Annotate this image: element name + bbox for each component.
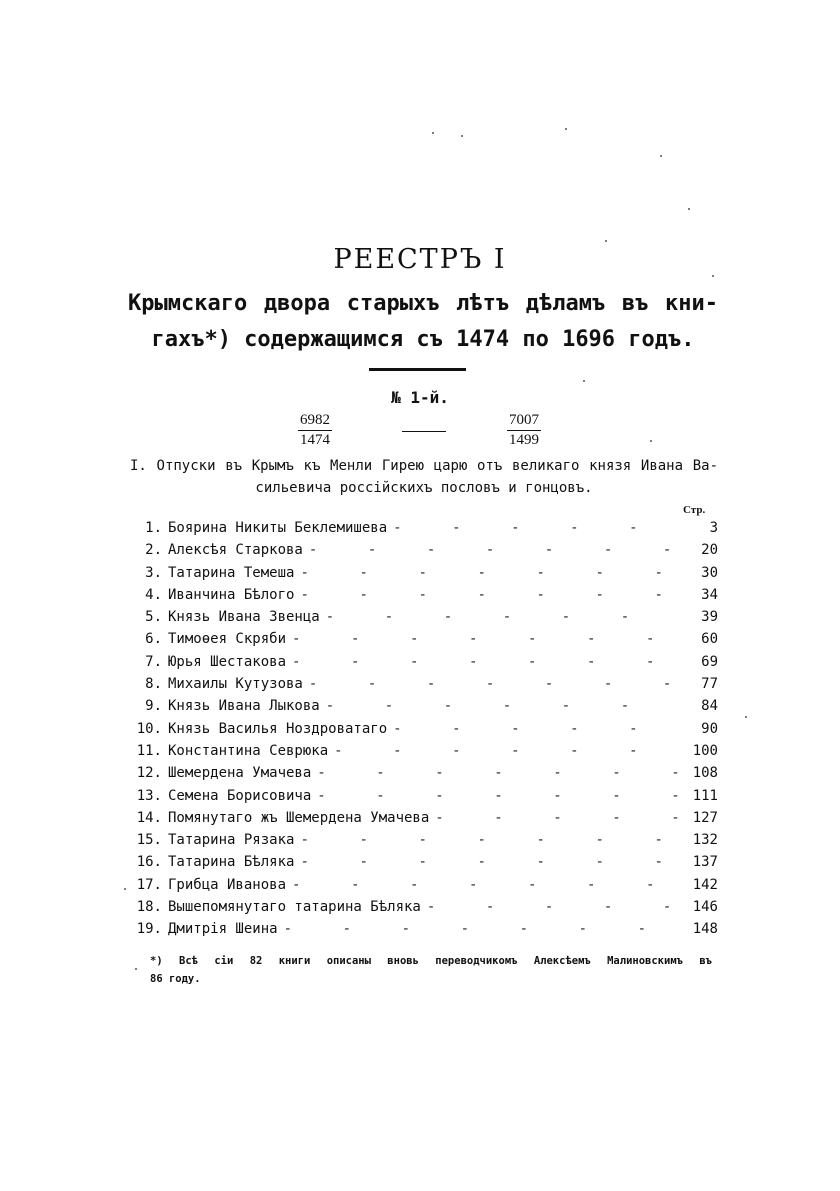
date-fraction-right xyxy=(507,412,541,449)
book-number-heading: № 1-й. xyxy=(391,388,449,407)
section-line-1: I. Отпуски въ Крымъ къ Менли Гирею царю отъ великаго князя Ивана Ва- xyxy=(130,458,718,474)
list-item xyxy=(128,765,718,787)
date-fraction-left xyxy=(298,412,332,449)
section-line-2: сильевича россійскихъ пословъ и гонцовъ. xyxy=(255,480,593,496)
register-subtitle xyxy=(128,286,718,358)
dot-leader xyxy=(326,609,678,625)
scan-speck xyxy=(650,440,652,442)
entry-page: 132 xyxy=(692,832,718,849)
scan-speck xyxy=(583,380,585,382)
dot-leader xyxy=(300,854,678,870)
dot-leader xyxy=(326,698,678,714)
entry-page: 148 xyxy=(692,921,718,938)
entry-page: 111 xyxy=(692,787,718,804)
entry-name: Татарина Бѣляка xyxy=(168,854,295,871)
entry-name: Татарина Рязака xyxy=(168,832,295,849)
date-range-dash xyxy=(402,431,446,432)
entry-number: 19. xyxy=(136,921,162,938)
entry-number: 14. xyxy=(136,809,162,826)
dot-leader xyxy=(317,765,678,781)
entry-page: 39 xyxy=(701,609,718,626)
entry-number: 18. xyxy=(136,899,162,916)
list-item xyxy=(128,832,718,854)
entry-page: 3 xyxy=(709,520,718,536)
entry-name: Алексѣя Старкова xyxy=(168,542,303,559)
dot-leader xyxy=(309,676,678,692)
entry-name: Князь Ивана Звенца xyxy=(168,609,320,626)
date-right-top: 7007 xyxy=(507,412,541,431)
list-item xyxy=(128,788,718,810)
dot-leader xyxy=(292,654,678,670)
dot-leader xyxy=(292,631,678,647)
entry-number: 10. xyxy=(136,720,162,737)
scan-speck xyxy=(688,208,690,210)
dot-leader xyxy=(393,721,678,737)
entry-page: 60 xyxy=(701,631,718,648)
list-item xyxy=(128,565,718,587)
scan-speck xyxy=(745,716,747,718)
register-title: РЕЕСТРЪ I xyxy=(333,244,507,275)
list-item xyxy=(128,520,718,542)
dot-leader xyxy=(300,587,678,603)
entry-page: 77 xyxy=(701,676,718,693)
subtitle-line-2: гахъ*) содержащимся съ 1474 по 1696 годъ. xyxy=(151,327,695,352)
entry-name: Семена Борисовича xyxy=(168,787,312,804)
dot-leader xyxy=(427,899,678,915)
page-column-header: Стр. xyxy=(683,504,706,516)
entry-number: 15. xyxy=(136,832,162,849)
scan-speck xyxy=(461,135,463,137)
dot-leader xyxy=(317,788,678,804)
entry-page: 142 xyxy=(692,876,718,893)
list-item xyxy=(128,877,718,899)
entry-page: 34 xyxy=(701,586,718,603)
list-item xyxy=(128,587,718,609)
entry-list xyxy=(128,520,718,944)
list-item xyxy=(128,921,718,943)
entry-name: Татарина Темеша xyxy=(168,564,295,581)
footnote xyxy=(150,952,712,988)
entry-number: 9. xyxy=(145,698,162,715)
entry-number: 16. xyxy=(136,854,162,871)
scan-speck xyxy=(660,155,662,157)
list-item xyxy=(128,609,718,631)
list-item xyxy=(128,810,718,832)
subtitle-line-1: Крымскаго двора старыхъ лѣтъ дѣламъ въ кни- xyxy=(128,291,718,316)
list-item xyxy=(128,899,718,921)
scan-speck xyxy=(432,132,434,134)
entry-page: 127 xyxy=(692,809,718,826)
scan-speck xyxy=(712,275,714,277)
entry-number: 7. xyxy=(145,653,162,670)
entry-name: Помянутаго жъ Шемердена Умачева xyxy=(168,809,430,826)
list-item xyxy=(128,654,718,676)
entry-page: 90 xyxy=(701,720,718,737)
dot-leader xyxy=(334,743,678,759)
dot-leader xyxy=(300,832,678,848)
entry-number: 3. xyxy=(145,564,162,581)
entry-number: 4. xyxy=(145,586,162,603)
dot-leader xyxy=(393,520,678,536)
entry-name: Тимоѳея Скряби xyxy=(168,631,287,648)
entry-number: 11. xyxy=(136,742,162,759)
scan-speck xyxy=(135,968,137,970)
dot-leader xyxy=(292,877,678,893)
entry-page: 100 xyxy=(692,742,718,759)
entry-name: Константина Севрюка xyxy=(168,742,329,759)
scan-speck xyxy=(605,240,607,242)
entry-name: Князь Ивана Лыкова xyxy=(168,698,320,715)
list-item xyxy=(128,721,718,743)
footnote-line-2: 86 году. xyxy=(150,973,201,985)
entry-name: Шемердена Умачева xyxy=(168,765,312,782)
entry-number: 1. xyxy=(145,520,162,536)
dot-leader xyxy=(309,542,678,558)
entry-name: Дмитрія Шеина xyxy=(168,921,278,938)
list-item xyxy=(128,854,718,876)
entry-number: 8. xyxy=(145,676,162,693)
entry-name: Князь Василья Ноздроватаго xyxy=(168,720,388,737)
entry-name: Боярина Никиты Беклемишева xyxy=(168,520,388,536)
list-item xyxy=(128,676,718,698)
scan-speck xyxy=(124,888,126,890)
entry-page: 84 xyxy=(701,698,718,715)
entry-page: 69 xyxy=(701,653,718,670)
entry-number: 2. xyxy=(145,542,162,559)
entry-number: 17. xyxy=(136,876,162,893)
entry-page: 108 xyxy=(692,765,718,782)
dot-leader xyxy=(284,921,678,937)
entry-page: 146 xyxy=(692,899,718,916)
entry-page: 137 xyxy=(692,854,718,871)
date-right-bottom: 1499 xyxy=(509,432,539,448)
scan-speck xyxy=(565,128,567,130)
entry-name: Юрья Шестакова xyxy=(168,653,287,670)
date-left-bottom: 1474 xyxy=(300,432,330,448)
list-item xyxy=(128,542,718,564)
entry-name: Грибца Иванова xyxy=(168,876,287,893)
entry-name: Иванчина Бѣлого xyxy=(168,586,295,603)
entry-page: 30 xyxy=(701,564,718,581)
footnote-line-1: *) Всѣ сіи 82 книги описаны вновь переводчикомъ Алексѣемъ Малиновскимъ въ xyxy=(150,955,712,967)
list-item xyxy=(128,631,718,653)
entry-name: Михаилы Кутузова xyxy=(168,676,303,693)
title-divider xyxy=(369,368,466,371)
entry-page: 20 xyxy=(701,542,718,559)
list-item xyxy=(128,698,718,720)
date-left-top: 6982 xyxy=(298,412,332,431)
dot-leader xyxy=(300,565,678,581)
entry-number: 6. xyxy=(145,631,162,648)
dot-leader xyxy=(435,810,678,826)
entry-name: Вышепомянутаго татарина Бѣляка xyxy=(168,899,421,916)
entry-number: 12. xyxy=(136,765,162,782)
list-item xyxy=(128,743,718,765)
entry-number: 5. xyxy=(145,609,162,626)
entry-number: 13. xyxy=(136,787,162,804)
section-heading xyxy=(130,455,718,499)
